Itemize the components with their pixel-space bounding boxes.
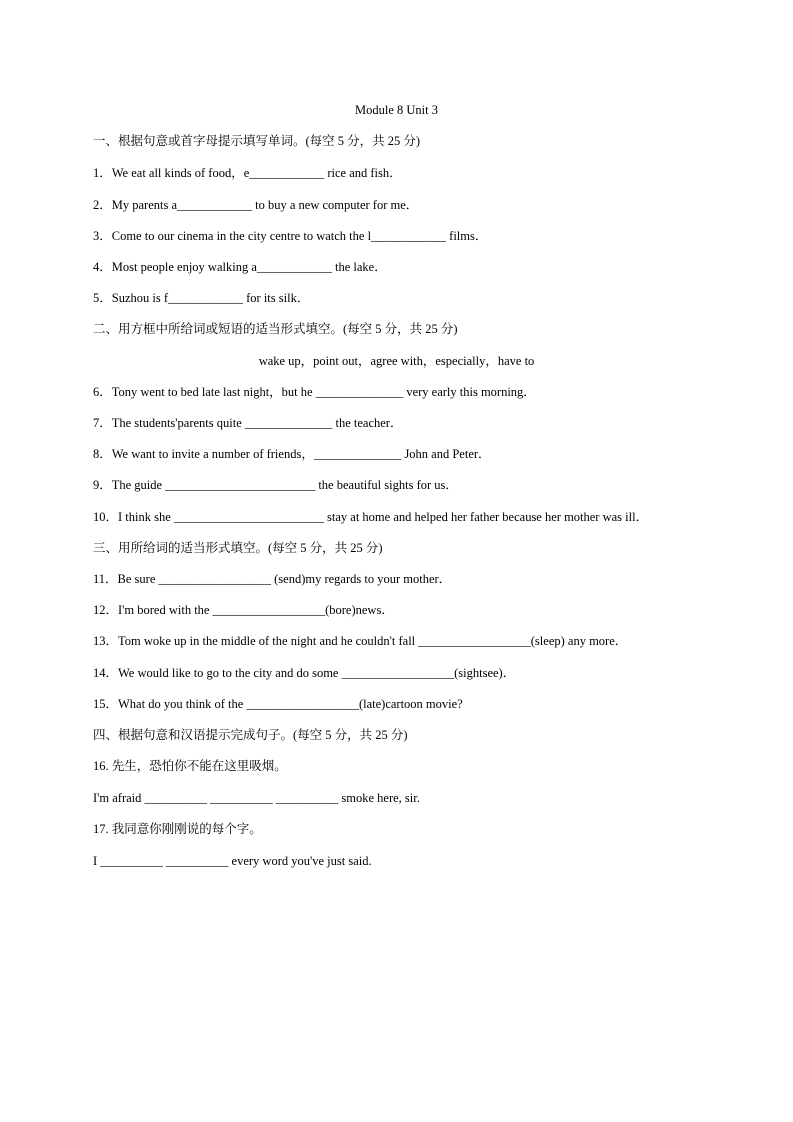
question-5: 5．Suzhou is f____________ for its silk．: [93, 291, 310, 305]
question-11: 11．Be sure __________________ (send)my regards to your mother．: [93, 572, 452, 586]
question-12: 12．I'm bored with the __________________(bore)news．: [93, 603, 394, 617]
question-6: 6．Tony went to bed late last night，but he ______________ very early this morning．: [93, 385, 536, 399]
question-9: 9．The guide ________________________ the beautiful sights for us．: [93, 478, 458, 492]
section-2-heading: 二、用方框中所给词或短语的适当形式填空。(每空 5 分，共 25 分): [93, 322, 458, 336]
word-box: wake up，point out，agree with，especially，have to: [258, 354, 535, 368]
section-3-heading: 三、用所给词的适当形式填空。(每空 5 分，共 25 分): [93, 541, 383, 555]
question-3: 3．Come to our cinema in the city centre to watch the l____________ films．: [93, 229, 488, 243]
question-8: 8．We want to invite a number of friends，______________ John and Peter．: [93, 447, 491, 461]
question-4: 4．Most people enjoy walking a____________ the lake．: [93, 260, 387, 274]
question-13: 13．Tom woke up in the middle of the night and he couldn't fall __________________(sleep) any more．: [93, 634, 628, 648]
question-7: 7．The students'parents quite ______________ the teacher．: [93, 416, 403, 430]
section-1-heading: 一、根据句意或首字母提示填写单词。(每空 5 分，共 25 分): [93, 134, 421, 148]
question-17-answer: I __________ __________ every word you've just said.: [93, 854, 372, 868]
question-2: 2．My parents a____________ to buy a new computer for me．: [93, 198, 419, 212]
question-15: 15．What do you think of the __________________(late)cartoon movie?: [93, 697, 463, 711]
question-16-answer: I'm afraid __________ __________ __________ smoke here, sir.: [93, 791, 420, 805]
question-1: 1．We eat all kinds of food，e____________ rice and fish．: [93, 166, 402, 180]
section-4-heading: 四、根据句意和汉语提示完成句子。(每空 5 分，共 25 分): [93, 728, 408, 742]
question-14: 14．We would like to go to the city and do some __________________(sightsee)．: [93, 666, 516, 680]
page-title: Module 8 Unit 3: [355, 103, 438, 117]
question-17-prompt: 17. 我同意你刚刚说的每个字。: [93, 822, 262, 836]
question-10: 10．I think she ________________________ stay at home and helped her father because her mother was ill．: [93, 510, 649, 524]
question-16-prompt: 16. 先生，恐怕你不能在这里吸烟。: [93, 759, 287, 773]
